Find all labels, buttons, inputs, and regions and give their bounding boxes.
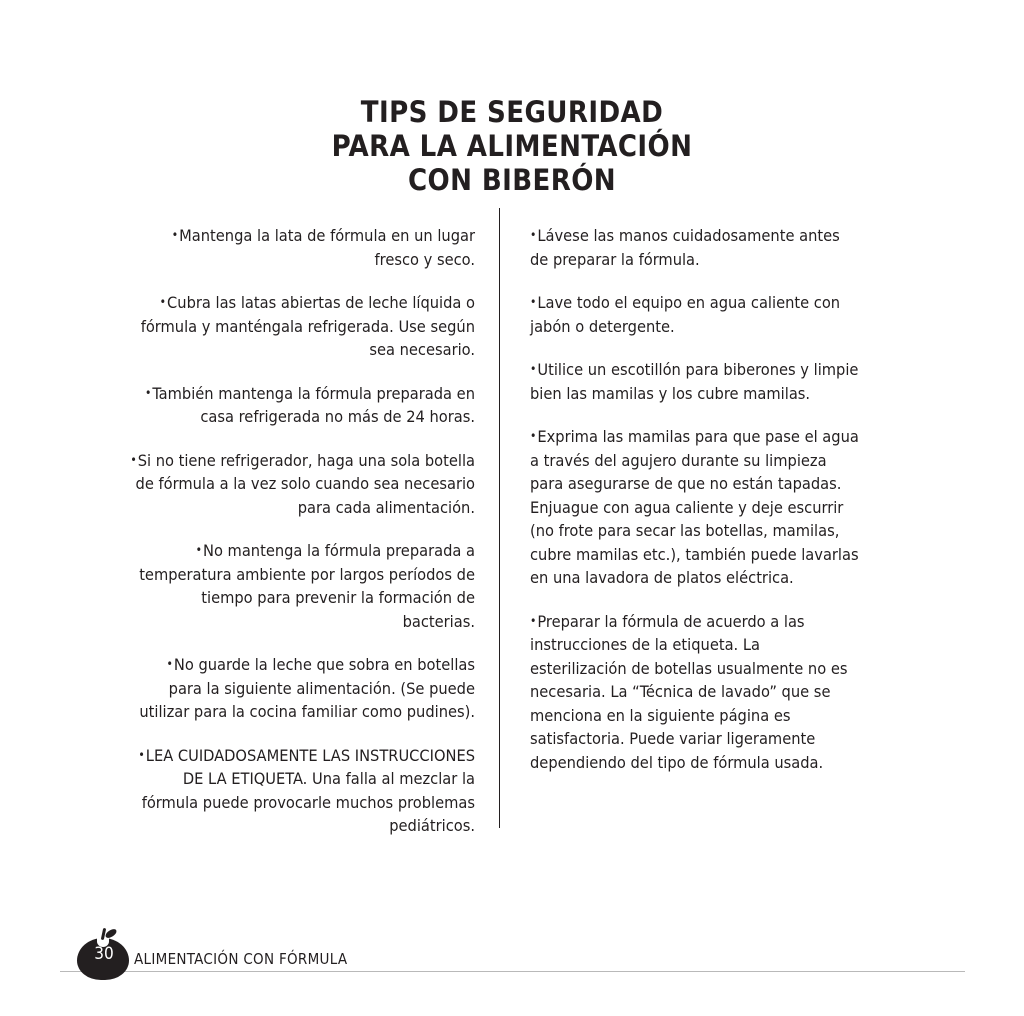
bullet-icon: • [195,543,202,558]
list-item-text: Utilice un escotillón para biberones y limpie bien las mamilas y los cubre mamilas. [530,360,859,403]
bullet-icon: • [130,452,137,467]
list-item-text: No mantenga la fórmula preparada a temperatura ambiente por largos períodos de tiempo para prevenir la formación de bacterias. [139,541,475,631]
list-item-text: Cubra las latas abiertas de leche líquida o fórmula y manténgala refrigerada. Use según sea necesario. [140,293,475,360]
list-item [130,291,475,362]
list-item [530,610,860,775]
bullet-icon: • [171,228,179,243]
page-title-line-3: CON BIBERÓN [407,163,617,197]
list-item [530,358,860,405]
bullet-icon: • [530,295,537,310]
page-title-line-1: TIPS DE SEGURIDAD [360,95,664,129]
page-number: 30 [94,944,114,964]
apple-leaf [104,928,118,938]
bullet-icon: • [530,429,537,444]
page-title-line-2: PARA LA ALIMENTACIÓN [331,129,693,163]
column-divider [499,208,500,828]
list-item-text: Mantenga la lata de fórmula en un lugar fresco y seco. [179,226,475,269]
bullet-icon: • [138,747,145,762]
footer-section-label: ALIMENTACIÓN CON FÓRMULA [134,950,348,968]
footer-divider [60,971,965,972]
list-item-text: Lávese las manos cuidadosamente antes de preparar la fórmula. [530,226,840,269]
tips-column-right [530,208,860,774]
list-item [530,224,860,271]
list-item [130,744,475,838]
list-item-text: Lave todo el equipo en agua caliente con jabón o detergente. [530,293,841,336]
list-item [130,382,475,429]
tips-column-left [130,208,475,838]
list-item [130,653,475,724]
list-item [130,449,475,520]
list-item-text: Exprima las mamilas para que pase el agua a través del agujero durante su limpieza para asegurarse de que no están tapadas. Enjuague con agua caliente y deje escurrir (no frote para secar las botellas, mamilas, cubre mamilas etc.), también puede lavarlas en una lavadora de platos eléctrica. [530,427,859,588]
list-item-text: Si no tiene refrigerador, haga una sola botella de fórmula a la vez solo cuando sea necesario para cada alimentación. [135,450,475,517]
list-item-text: Preparar la fórmula de acuerdo a las instrucciones de la etiqueta. La esterilización de botellas usualmente no es necesaria. La “Técnica de lavado” que se menciona en la siguiente página es satisfactoria. Puede variar ligeramente dependiendo del tipo de fórmula usada. [530,611,848,772]
bullet-icon: • [530,362,537,377]
list-item-text: No guarde la leche que sobra en botellas para la siguiente alimentación. (Se puede utilizar para la cocina familiar como pudines). [139,655,475,722]
bullet-icon: • [166,657,173,672]
bullet-icon: • [530,613,537,628]
bullet-icon: • [159,295,167,310]
bullet-icon: • [530,228,537,243]
list-item [530,425,860,590]
list-item [130,224,475,271]
list-item [530,291,860,338]
bullet-icon: • [145,385,152,400]
list-item-text: LEA CUIDADOSAMENTE LAS INSTRUCCIONES DE LA ETIQUETA. Una falla al mezclar la fórmula puede provocarle muchos problemas pediátricos. [141,745,475,836]
list-item [130,539,475,633]
list-item-text: También mantenga la fórmula preparada en casa refrigerada no más de 24 horas. [152,383,475,427]
page-title [0,95,1024,197]
